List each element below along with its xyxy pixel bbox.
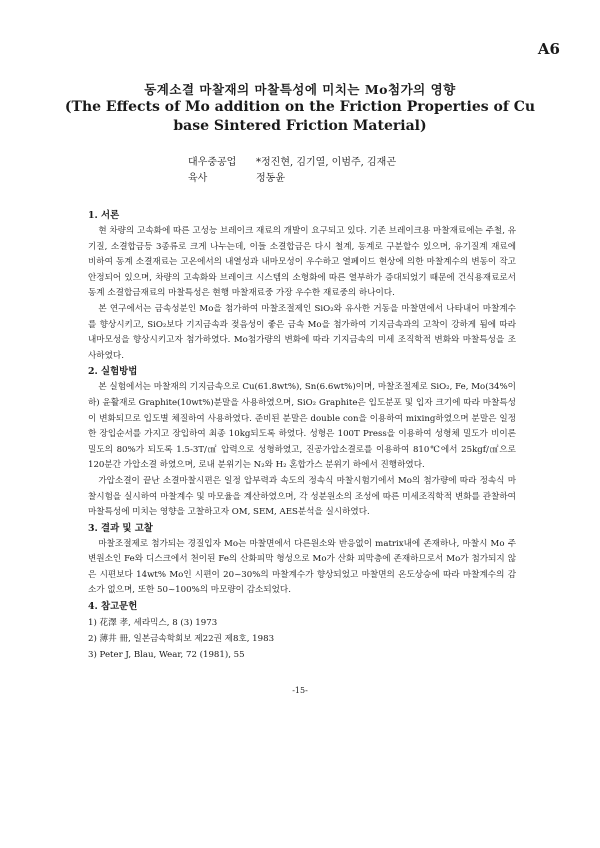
page-number: -15-: [292, 686, 308, 695]
reference-list: [88, 615, 516, 663]
page-code: A6: [537, 40, 560, 58]
paragraph: 본 실험에서는 마찰재의 기지금속으로 Cu(61.8wt%), Sn(6.6wt%)이며, 마찰조절제로 SiO₂, Fe, Mo(34%이하) 윤활재로 Graphite(10wt%)분말을 사용하였으며, SiO₂ Graphite은 입도분포 및 입자 크기에 따라 마찰특성이 변화되므로 입도별 체질하여 사용하였다. 준비된 분말은 double con을 이용하여 mixing하였으며 분말은 일정한 장입순서를 가지고 장입하여 최종 10kg되도록 하였다. 성형은 100T Press을 이용하여 성형체 밀도가 비이론밀도의 80%가 되도록 1.5-3T/㎠ 압력으로 성형하였고, 진공가압소결로를 이용하여 810℃에서 25kgf/㎠으로 120분간 가압소결 하였으며, 로내 분위기는 N₂와 H₂ 혼합가스 분위기 하에서 진행하였다.: [88, 382, 516, 471]
affiliations: [188, 155, 396, 187]
affiliation-authors: 정동윤: [256, 173, 285, 184]
reference-item: 3) Peter J, Blau, Wear, 72 (1981), 55: [88, 650, 245, 661]
paragraph: 가압소결이 끝난 소결마찰시편은 일정 압부력과 속도의 정속식 마찰시험기에서 Mo의 첨가량에 따라 정속식 마찰시험을 실시하여 마찰계수 및 마모율을 계산하였으며, 각 성분원소의 조성에 따른 미세조직학적 변화를 관찰하여 마찰특성에 미치는 영향을 고찰하고자 OM, SEM, AES분석을 실시하였다.: [88, 475, 516, 518]
title-korean: 동계소결 마찰재의 마찰특성에 미치는 Mo첨가의 영향: [144, 82, 456, 97]
reference-item: 1) 花澤 孝, 세라믹스, 8 (3) 1973: [88, 618, 218, 629]
affiliation-org: 육사: [188, 173, 208, 184]
affiliation-row: [188, 155, 396, 171]
affiliation-org: 대우중공업: [188, 157, 237, 168]
affiliation-authors: *정진현, 김기열, 이범주, 김재곤: [256, 157, 396, 168]
paragraph: 본 연구에서는 금속성분인 Mo을 첨가하여 마찰조절제인 SiO₂와 유사한 거동을 마찰면에서 나타내어 마찰계수를 향상시키고, SiO₂보다 기지금속과 젖음성이 좋은 금속 Mo을 첨가하여 기지금속과의 고착이 강하게 됨에 따라 내마모성을 향상시키고자 첨가하였다. Mo첨가량의 변화에 따라 기지금속의 미세 조직학적 변화와 마찰특성을 조사하였다.: [88, 303, 516, 361]
section-heading-references: 4. 참고문헌: [88, 601, 138, 613]
title-english-line1: (The Effects of Mo addition on the Friction Properties of Cu: [64, 99, 536, 115]
section-heading-results: 3. 결과 및 고찰: [88, 522, 153, 534]
paragraph: 현 차량의 고속화에 따른 고성능 브레이크 재료의 개발이 요구되고 있다. 기존 브레이크용 마찰재료에는 주철, 유기질, 소결합금등 3종류로 크게 나누는데, 이들 소결합금은 다시 철계, 동계로 구분할수 있으며, 유기질계 재료에 비하여 동계 소결재료는 고온에서의 내열성과 내마모성이 우수하고 열페이드 현상에 의한 마찰계수의 변동이 작고 안정되어 있으며, 차량의 고속화와 브레이크 시스템의 소형화에 따른 열부하가 증대되었기 때문에 건식용재료로서 동계 소결합금재료의 마찰특성은 현행 마찰재료중 가장 우수한 재료중의 하나이다.: [88, 226, 516, 299]
section-heading-method: 2. 실험방법: [88, 366, 138, 378]
section-heading-intro: 1. 서론: [88, 210, 120, 221]
paper-body: [88, 208, 516, 663]
affiliation-row: [188, 171, 396, 187]
title-english-line2: base Sintered Friction Material): [173, 118, 427, 134]
title-english: [0, 98, 600, 136]
reference-item: 2) 薄井 冊, 일본금속학회보 제22권 제8호, 1983: [88, 634, 275, 645]
paragraph: 마찰조절제로 첨가되는 경질입자 Mo는 마찰면에서 다른원소와 반응없이 matrix내에 존재하나, 마찰시 Mo 주변원소인 Fe와 디스크에서 천이된 Fe의 산화피막 형성으로 Mo가 산화 피막층에 존재하므로서 Mo가 첨가되지 않은 시편보다 14wt% Mo인 시편이 20~30%의 마찰계수가 향상되었고 마찰면의 온도상승에 따라 마찰계수의 감소가 없으며, 또한 50~100%의 마모량이 감소되었다.: [88, 538, 516, 596]
